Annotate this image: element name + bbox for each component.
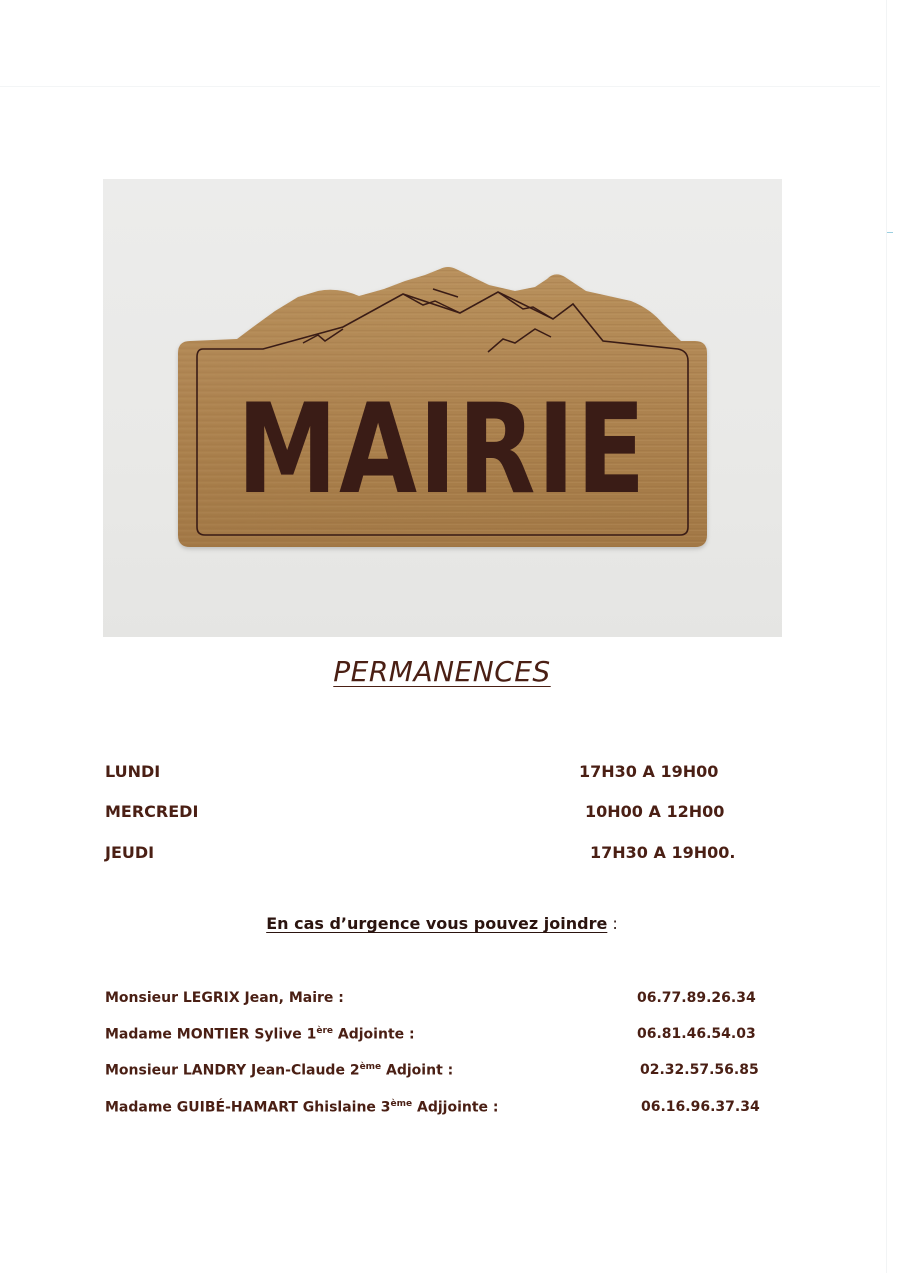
- schedule-day-jeudi: JEUDI: [105, 843, 155, 862]
- emergency-colon: :: [607, 914, 618, 933]
- scan-mark: [887, 232, 893, 233]
- sign-text: MAIRIE: [237, 378, 647, 522]
- contact-phone: 06.81.46.54.03: [637, 1026, 756, 1042]
- contact-phone: 06.77.89.26.34: [637, 990, 756, 1006]
- mairie-sign-illustration: [103, 179, 782, 637]
- scan-edge-right: [886, 0, 887, 1273]
- emergency-label: En cas d’urgence vous pouvez joindre: [266, 914, 608, 933]
- schedule-day-mercredi: MERCREDI: [105, 802, 199, 821]
- scan-edge-top: [0, 86, 880, 87]
- contact-name: Monsieur LANDRY Jean-Claude 2ème Adjoint :: [105, 1062, 454, 1079]
- contact-name: Madame GUIBÉ-HAMART Ghislaine 3ème Adjjointe :: [105, 1099, 499, 1116]
- schedule-hours-mercredi: 10H00 A 12H00: [585, 802, 725, 821]
- contact-name: Madame MONTIER Sylive 1ère Adjointe :: [105, 1026, 415, 1043]
- schedule-hours-lundi: 17H30 A 19H00: [579, 762, 719, 781]
- mairie-sign-photo: [103, 179, 782, 637]
- page-title: PERMANENCES: [333, 655, 551, 688]
- schedule-day-lundi: LUNDI: [105, 762, 161, 781]
- contact-phone: 06.16.96.37.34: [641, 1099, 760, 1115]
- emergency-heading: [0, 914, 884, 933]
- schedule-hours-jeudi: 17H30 A 19H00.: [590, 843, 736, 862]
- contact-name: Monsieur LEGRIX Jean, Maire :: [105, 990, 344, 1006]
- contact-phone: 02.32.57.56.85: [640, 1062, 759, 1078]
